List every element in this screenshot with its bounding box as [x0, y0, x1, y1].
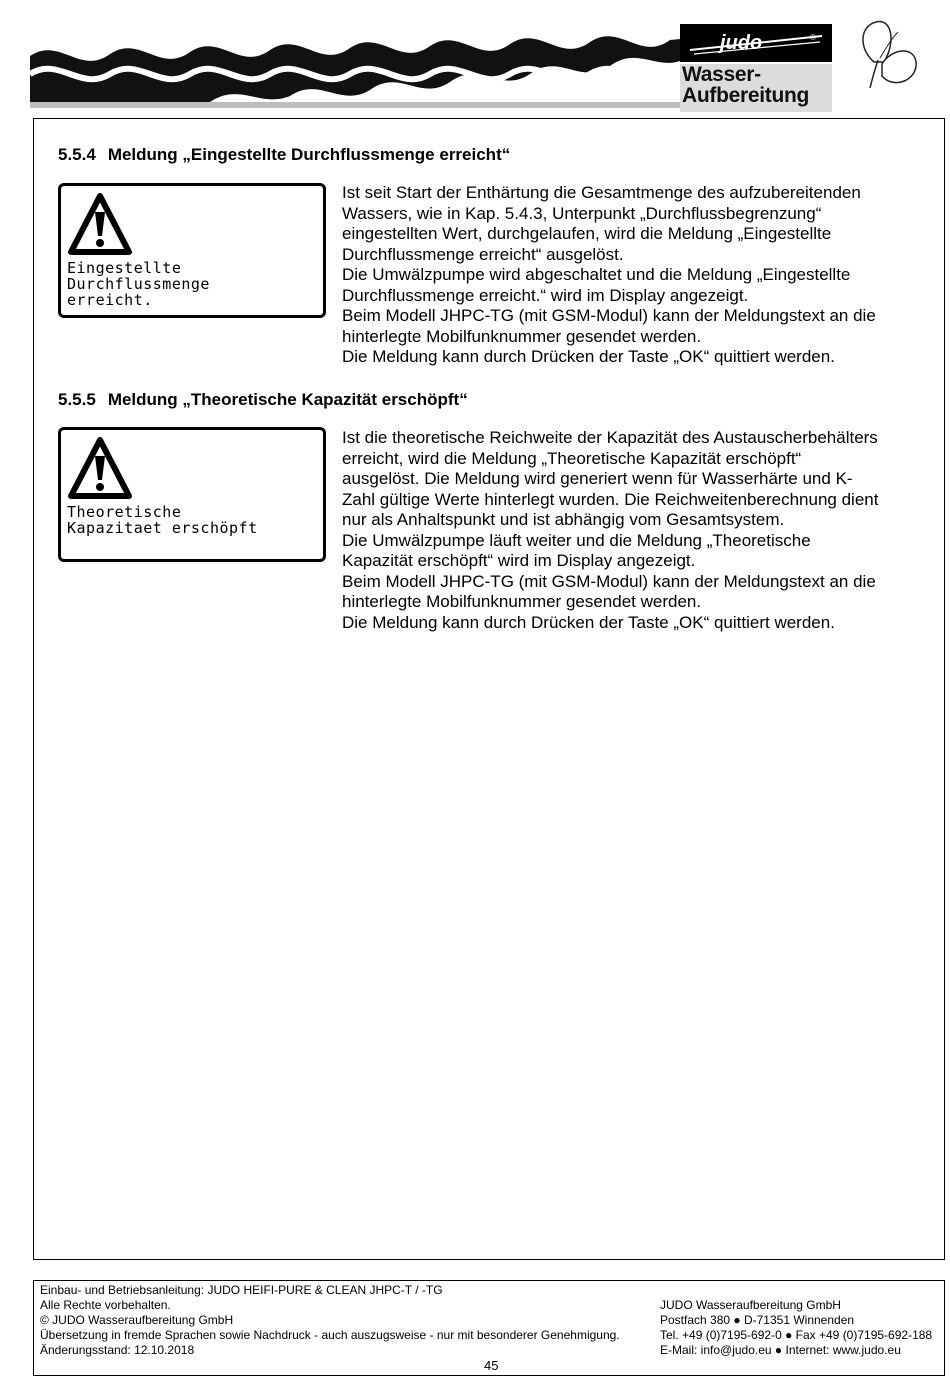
text-line: ausgelöst. Die Meldung wird generiert wenn für Wasserhärte und K- [342, 469, 853, 488]
text-line: Beim Modell JHPC-TG (mit GSM-Modul) kann der Meldungstext an die [342, 571, 876, 591]
wave-decoration-icon [30, 16, 690, 108]
text-line: Ist die theoretische Reichweite der Kapazität des Austauscherbehälters [342, 428, 878, 447]
footer-line: © JUDO Wasseraufbereitung GmbH [40, 1313, 234, 1327]
text-line: nur als Anhaltspunkt und ist abhängig vom Gesamtsystem. [342, 510, 785, 529]
text-line: Die Meldung kann durch Drücken der Taste „OK“ quittiert werden. [342, 612, 835, 632]
text-line: hinterlegte Mobilfunknummer gesendet werden. [342, 592, 702, 611]
brand-wordmark: judo [720, 32, 763, 54]
warning-triangle-icon [67, 436, 133, 502]
footer-line: Änderungsstand: 12.10.2018 [40, 1343, 195, 1357]
text-line: Durchflussmenge erreicht.“ wird im Display angezeigt. [342, 285, 749, 305]
butterfly-logo-icon [852, 18, 922, 94]
footer-line: E-Mail: info@judo.eu ● Internet: www.judo.eu [660, 1343, 901, 1357]
footer-line: JUDO Wasseraufbereitung GmbH [660, 1298, 841, 1312]
footer-line: Tel. +49 (0)7195-692-0 ● Fax +49 (0)7195-692-188 [660, 1328, 933, 1342]
footer-legal [40, 1283, 620, 1358]
text-line: Ist seit Start der Enthärtung die Gesamtmenge des aufzubereitenden [342, 183, 861, 202]
section-5-5-5-body [342, 428, 922, 633]
footer-line: Übersetzung in fremde Sprachen sowie Nachdruck - auch auszugsweise - nur mit besonderer Genehmigung. [40, 1328, 620, 1342]
display-screen-capacity-exhausted [58, 427, 326, 562]
section-heading-5-5-4: 5.5.4 Meldung „Eingestellte Durchflussmenge erreicht“ [58, 145, 511, 164]
tagline-line2: Aufbereitung [682, 84, 810, 107]
text-line: Wassers, wie in Kap. 5.4.3, Unterpunkt „Durchflussbegrenzung“ [342, 203, 822, 223]
section-5-5-4-body [342, 183, 922, 368]
text-line: Beim Modell JHPC-TG (mit GSM-Modul) kann der Meldungstext an die [342, 306, 876, 325]
page-footer [33, 1280, 945, 1376]
text-line: Die Umwälzpumpe wird abgeschaltet und die Meldung „Eingestellte [342, 265, 851, 284]
section-heading-5-5-5: 5.5.5 Meldung „Theoretische Kapazität erschöpft“ [58, 390, 468, 409]
text-line: Durchflussmenge erreicht“ ausgelöst. [342, 244, 624, 264]
text-line: Kapazität erschöpft“ wird im Display angezeigt. [342, 551, 696, 570]
display-text: Theoretische Kapazitaet erschöpft [67, 503, 258, 537]
warning-triangle-icon [67, 192, 133, 258]
text-line: Die Umwälzpumpe läuft weiter und die Meldung „Theoretische [342, 530, 811, 550]
svg-text:®: ® [810, 33, 816, 42]
footer-line: Alle Rechte vorbehalten. [40, 1298, 171, 1312]
text-line: eingestellten Wert, durchgelaufen, wird die Meldung „Eingestellte [342, 224, 832, 243]
footer-line: Einbau- und Betriebsanleitung: JUDO HEIFI-PURE & CLEAN JHPC-T / -TG [40, 1283, 443, 1297]
tagline-line1: Wasser- [682, 63, 761, 86]
judo-logo [678, 24, 834, 112]
footer-contact [660, 1298, 932, 1358]
footer-line: Postfach 380 ● D-71351 Winnenden [660, 1313, 855, 1327]
text-line: hinterlegte Mobilfunknummer gesendet werden. [342, 326, 702, 346]
text-line: erreicht, wird die Meldung „Theoretische Kapazität erschöpft“ [342, 448, 802, 468]
display-text: Eingestellte Durchflussmenge erreicht. [67, 259, 210, 309]
text-line: Zahl gültige Werte hinterlegt wurden. Die Reichweitenberechnung dient [342, 489, 879, 509]
display-screen-flow-reached [58, 183, 326, 318]
text-line: Die Meldung kann durch Drücken der Taste „OK“ quittiert werden. [342, 347, 835, 366]
page-number: 45 [484, 1358, 499, 1373]
brand-tagline [680, 64, 832, 112]
